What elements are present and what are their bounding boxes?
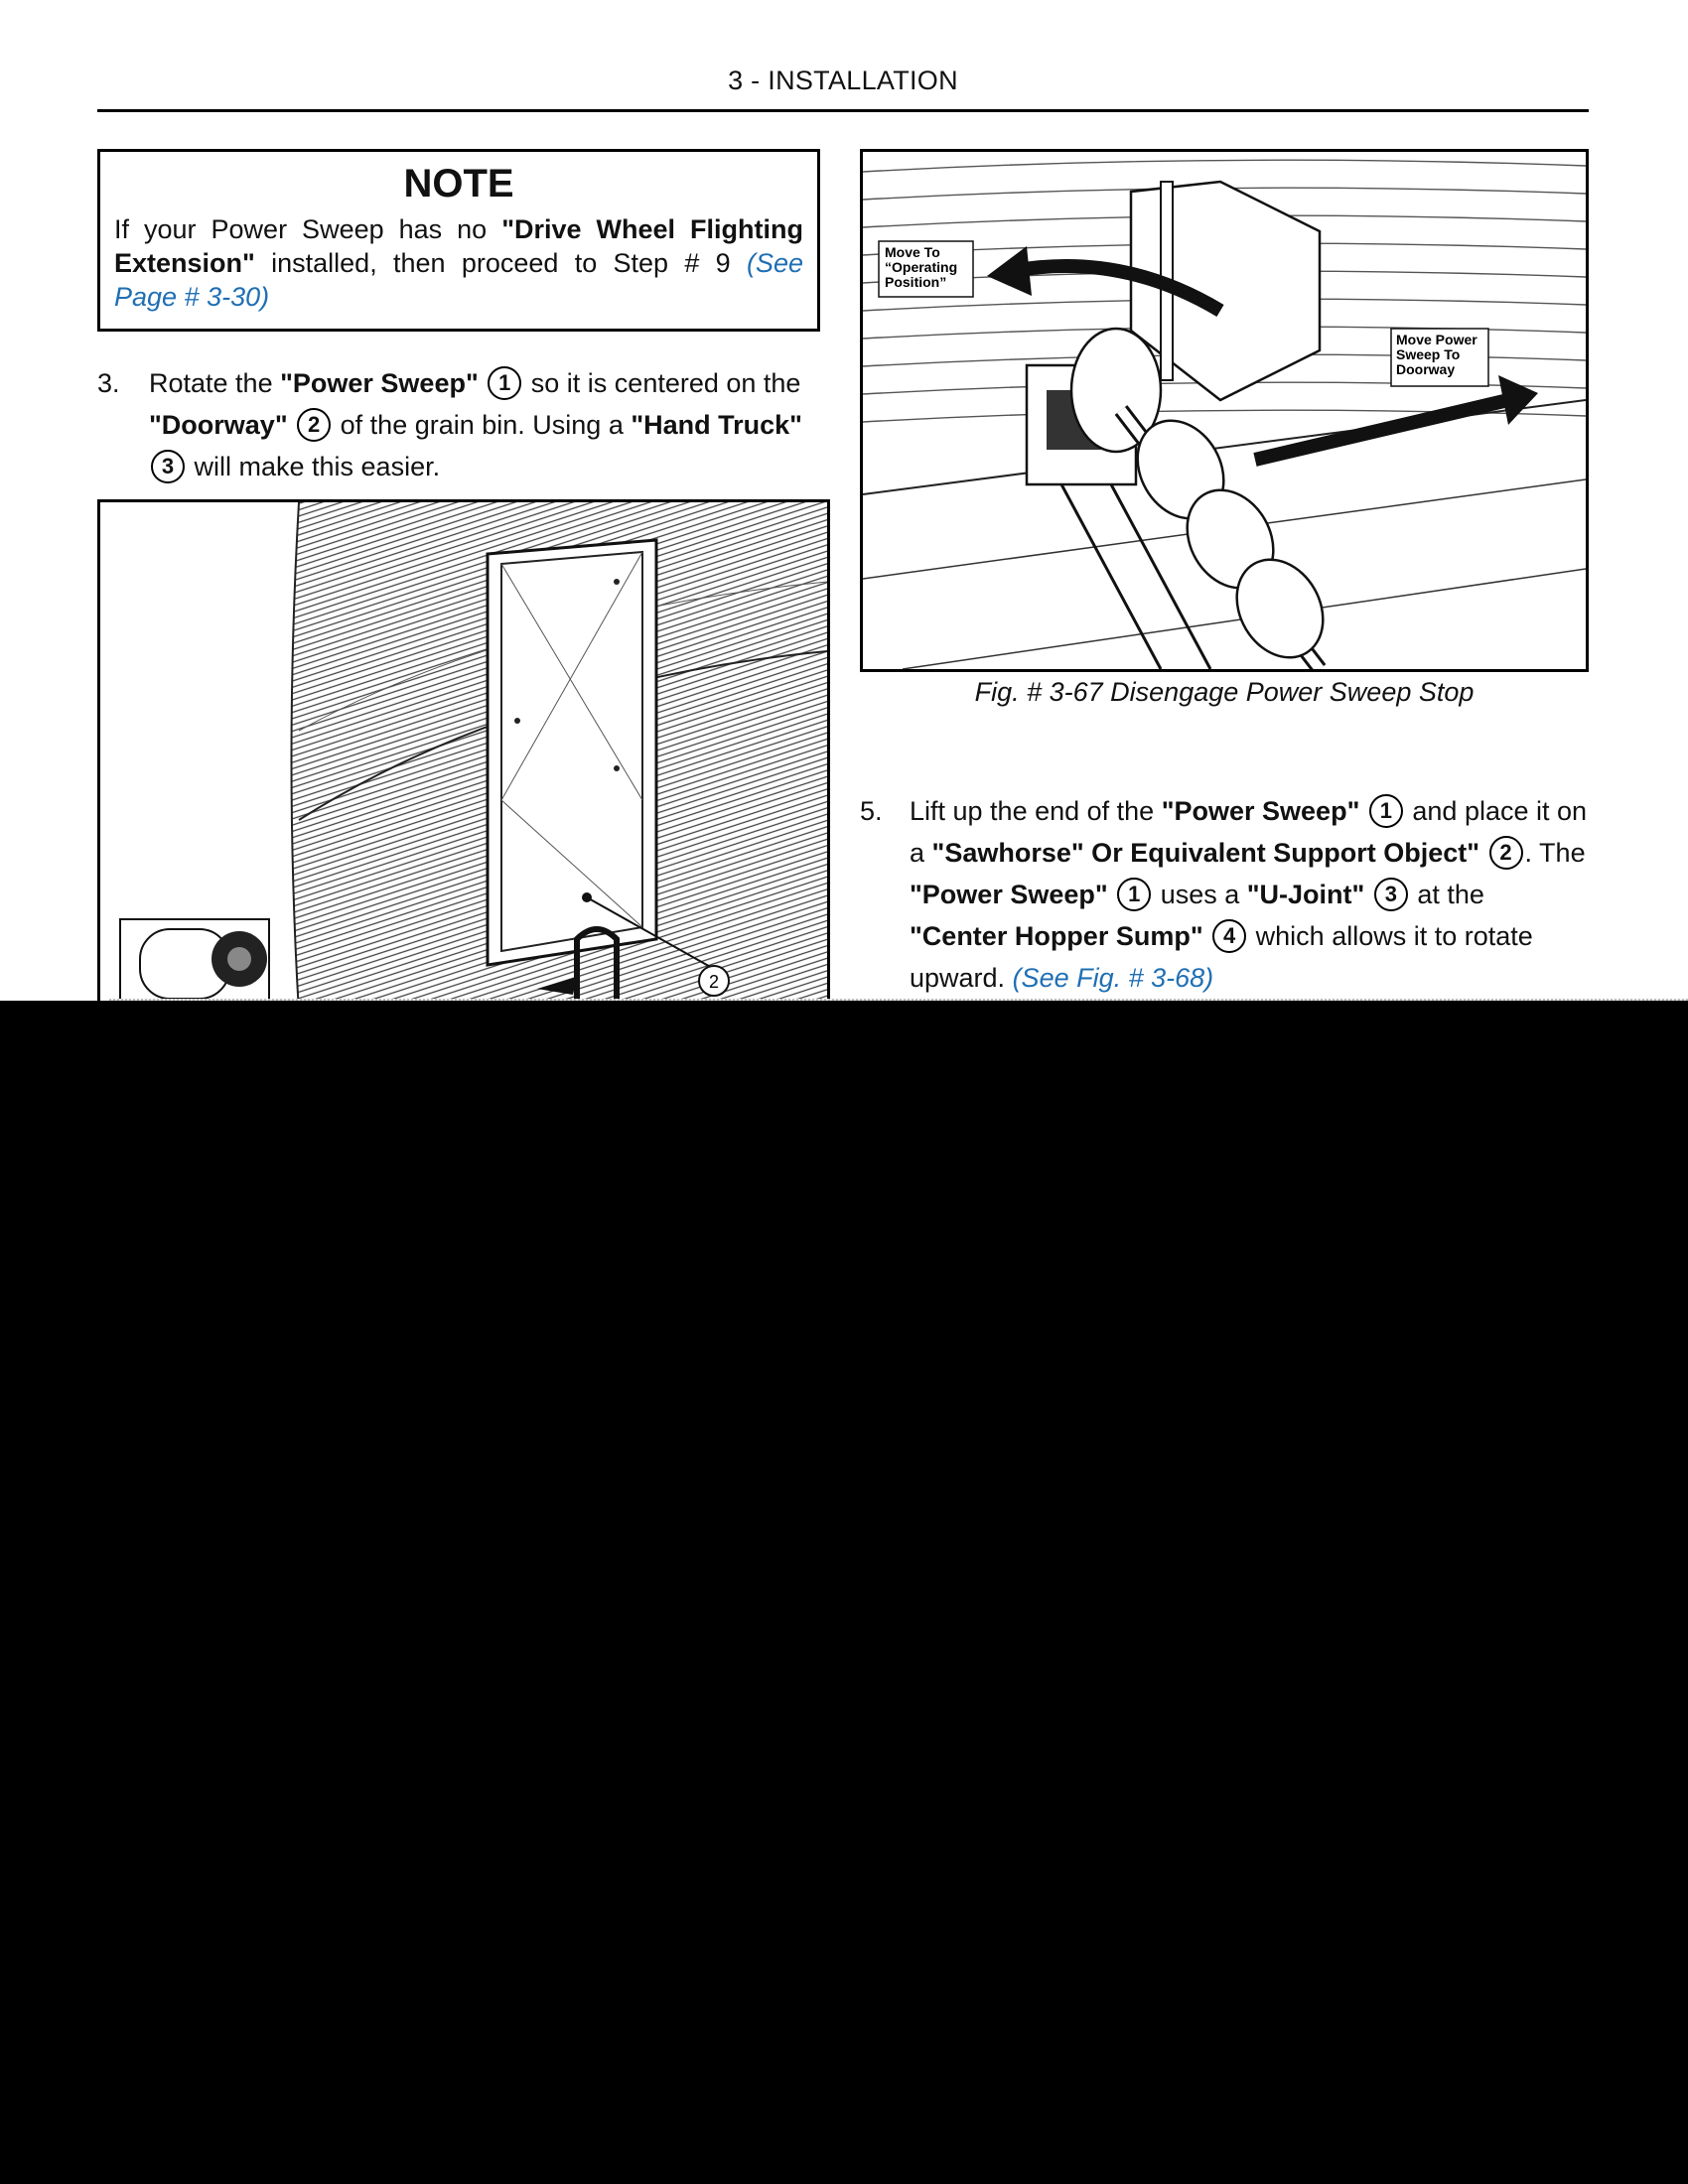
step-text-run: . The <box>1524 838 1586 868</box>
figure-caption: Fig. # 3-67 Disengage Power Sweep Stop <box>974 677 1475 707</box>
step-text-run: Lift up the end of the <box>910 796 1162 826</box>
page-header: 3 - INSTALLATION <box>728 66 958 95</box>
note-page-link[interactable]: (See Page # 3-30) <box>114 248 803 312</box>
note-body <box>114 212 803 314</box>
callout-4: 4 <box>1212 919 1246 953</box>
figure-callout-2: 2 <box>708 972 720 992</box>
callout-1: 1 <box>1117 878 1151 911</box>
term-center-hopper-sump: "Center Hopper Sump" <box>910 921 1203 951</box>
callout-1: 1 <box>488 366 521 400</box>
term-doorway: "Doorway" <box>149 410 288 440</box>
step-text-run: so it is centered on the <box>523 368 801 398</box>
note-bold-term: "Drive Wheel Flighting Extension" <box>114 214 803 278</box>
step-text-run: of the grain bin. Using a <box>333 410 632 440</box>
bin-doorway-illustration <box>100 502 827 1013</box>
callout-2: 2 <box>1489 836 1523 870</box>
step-number: 5. <box>860 796 883 826</box>
figure-sweep-stop <box>860 149 1589 672</box>
term-power-sweep: "Power Sweep" <box>1161 796 1360 826</box>
step-text-run: and place it on a <box>910 796 1588 868</box>
term-hand-truck: "Hand Truck" <box>631 410 802 440</box>
step-text-run: uses a <box>1153 880 1247 909</box>
label-doorway-line-3: Doorway <box>1396 361 1456 377</box>
figure-bin-doorway <box>97 499 830 1016</box>
label-doorway-line-1: Move Power <box>1396 332 1477 347</box>
callout-3: 3 <box>1374 878 1408 911</box>
unrendered-region <box>0 1001 1688 2184</box>
note-title: NOTE <box>403 162 514 205</box>
step-text <box>910 790 1589 999</box>
label-doorway-line-2: Sweep To <box>1396 346 1461 362</box>
note-text: If your Power Sweep has no <box>114 214 502 244</box>
term-u-joint: "U-Joint" <box>1246 880 1365 909</box>
label-operating-line-3: Position” <box>885 274 947 290</box>
term-sawhorse: "Sawhorse" Or Equivalent Support Object" <box>931 838 1480 868</box>
step-text-run: will make this easier. <box>187 452 441 481</box>
callout-1: 1 <box>1369 794 1403 828</box>
sweep-stop-illustration <box>863 152 1586 669</box>
step-text <box>149 362 828 487</box>
note-box <box>97 149 820 332</box>
callout-3: 3 <box>151 450 185 483</box>
label-operating-line-2: “Operating <box>885 259 958 275</box>
figure-link[interactable]: (See Fig. # 3-68) <box>1012 963 1214 993</box>
header-rule <box>97 109 1589 112</box>
step-3 <box>97 362 828 491</box>
step-5 <box>860 790 1589 999</box>
callout-2: 2 <box>297 408 331 442</box>
step-text-run: at the <box>1409 880 1484 909</box>
step-number: 3. <box>97 368 120 398</box>
step-text-run: Rotate the <box>149 368 281 398</box>
label-operating-line-1: Move To <box>885 244 940 260</box>
term-power-sweep: "Power Sweep" <box>280 368 479 398</box>
term-power-sweep: "Power Sweep" <box>910 880 1108 909</box>
step-text-run: which allows it to rotate upward. <box>910 921 1533 993</box>
note-text: installed, then proceed to Step # 9 <box>254 248 747 278</box>
